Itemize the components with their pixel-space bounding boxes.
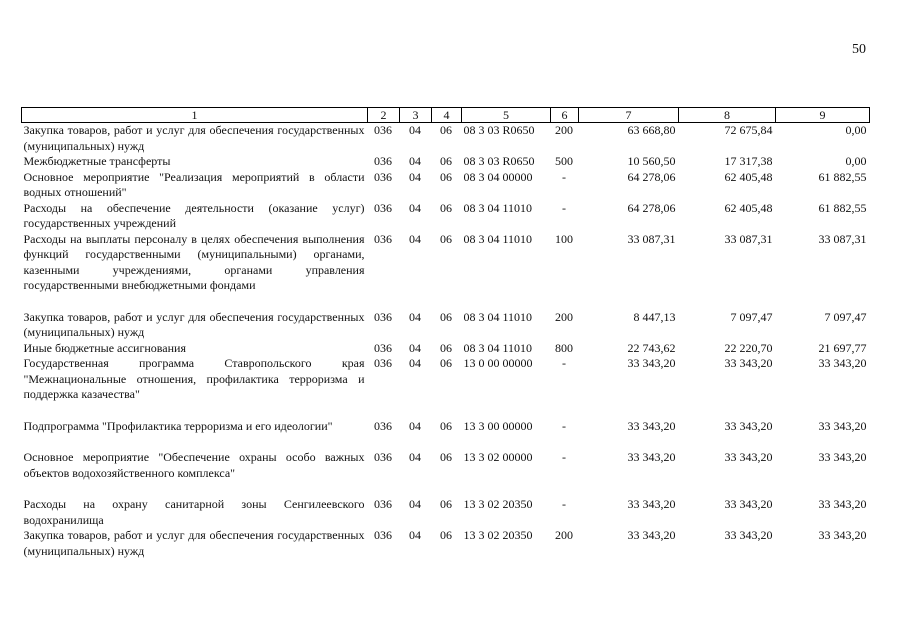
row-name: Закупка товаров, работ и услуг для обеспечения государственных (муниципальных) нужд (23, 309, 365, 339)
row-code-section: 04 (409, 123, 421, 137)
row-code-target: 08 3 04 00000 (463, 169, 533, 184)
row-code-expense-type: 100 (555, 231, 573, 246)
row-name: Закупка товаров, работ и услуг для обеспечения государственных (муниципальных) нужд (23, 123, 365, 153)
row-code-subsection: 06 (440, 340, 452, 355)
row-amount-col7: 22 743,62 (627, 340, 676, 355)
row-code-expense-type: 200 (555, 528, 573, 542)
row-code-expense-type: 200 (555, 309, 573, 324)
table-row (22, 123, 870, 155)
row-code-section: 04 (409, 169, 421, 184)
row-amount-col8: 33 343,20 (724, 450, 773, 464)
row-code-expense-type: - (562, 169, 566, 184)
header-cell-4: 4 (432, 108, 462, 123)
row-amount-col7: 33 343,20 (627, 528, 676, 542)
row-amount-col7: 33 343,20 (627, 418, 676, 433)
row-amount-col7: 8 447,13 (633, 309, 676, 324)
table-row (22, 201, 870, 232)
row-code-ministry: 036 (374, 154, 392, 168)
row-name: Основное мероприятие "Реализация мероприятий в области водных отношений" (23, 169, 365, 199)
row-amount-col9: 33 087,31 (818, 231, 867, 246)
row-code-subsection: 06 (440, 450, 452, 464)
page-number: 50 (852, 42, 866, 57)
table-row (22, 356, 870, 419)
table-row (22, 450, 870, 497)
table-row (22, 170, 870, 201)
row-code-expense-type: - (562, 497, 566, 511)
header-cell-5: 5 (462, 108, 551, 123)
row-code-section: 04 (409, 340, 421, 355)
row-code-section: 04 (409, 200, 421, 215)
header-cell-9: 9 (776, 108, 870, 123)
row-amount-col9: 33 343,20 (818, 497, 867, 511)
row-code-target: 13 3 02 00000 (463, 450, 533, 464)
row-code-expense-type: 800 (555, 340, 573, 355)
row-code-target: 08 3 04 11010 (463, 200, 533, 215)
row-code-subsection: 06 (440, 309, 452, 324)
row-code-ministry: 036 (374, 169, 392, 184)
row-code-expense-type: - (562, 418, 566, 433)
row-code-target: 08 3 04 11010 (463, 231, 533, 246)
row-code-subsection: 06 (440, 528, 452, 542)
row-code-target: 08 3 04 11010 (463, 309, 533, 324)
row-code-target: 13 3 00 00000 (463, 418, 533, 433)
row-amount-col8: 7 097,47 (730, 309, 773, 324)
row-amount-col9: 33 343,20 (818, 418, 867, 433)
header-cell-6: 6 (551, 108, 579, 123)
row-code-subsection: 06 (440, 200, 452, 215)
row-code-section: 04 (409, 231, 421, 246)
row-code-section: 04 (409, 154, 421, 168)
header-cell-1: 1 (22, 108, 368, 123)
row-amount-col7: 33 343,20 (627, 497, 676, 511)
row-code-expense-type: - (562, 356, 566, 370)
row-code-expense-type: 500 (555, 154, 573, 168)
row-amount-col8: 17 317,38 (724, 154, 773, 168)
row-amount-col7: 10 560,50 (627, 154, 676, 168)
row-amount-col9: 7 097,47 (824, 309, 867, 324)
row-name: Расходы на охрану санитарной зоны Сенгилеевского водохранилища (23, 497, 365, 527)
row-amount-col9: 33 343,20 (818, 356, 867, 370)
row-code-section: 04 (409, 497, 421, 511)
header-cell-3: 3 (400, 108, 432, 123)
row-code-target: 13 3 02 20350 (463, 528, 533, 542)
table-row (22, 310, 870, 341)
budget-table (21, 107, 870, 559)
row-amount-col9: 0,00 (845, 154, 867, 168)
row-amount-col7: 63 668,80 (627, 123, 676, 137)
row-name: Подпрограмма "Профилактика терроризма и его идеологии" (23, 418, 333, 433)
row-code-subsection: 06 (440, 356, 452, 370)
row-code-subsection: 06 (440, 169, 452, 184)
row-code-target: 08 3 03 R0650 (463, 123, 535, 137)
row-amount-col8: 33 343,20 (724, 528, 773, 542)
row-code-ministry: 036 (374, 123, 392, 137)
row-code-ministry: 036 (374, 309, 392, 324)
row-amount-col9: 33 343,20 (818, 528, 867, 542)
row-code-ministry: 036 (374, 356, 392, 370)
row-code-ministry: 036 (374, 200, 392, 215)
row-amount-col9: 61 882,55 (818, 200, 867, 215)
row-name: Расходы на обеспечение деятельности (оказание услуг) государственных учреждений (23, 200, 365, 230)
table-row (22, 341, 870, 357)
row-name: Иные бюджетные ассигнования (23, 340, 186, 355)
row-code-section: 04 (409, 528, 421, 542)
row-code-section: 04 (409, 418, 421, 433)
row-amount-col7: 33 087,31 (627, 231, 676, 246)
row-code-ministry: 036 (374, 418, 392, 433)
row-code-expense-type: - (562, 450, 566, 464)
table-row (22, 154, 870, 170)
row-amount-col8: 62 405,48 (724, 169, 773, 184)
row-code-target: 13 0 00 00000 (463, 356, 533, 370)
row-code-target: 08 3 04 11010 (463, 340, 533, 355)
row-amount-col8: 62 405,48 (724, 200, 773, 215)
row-amount-col9: 33 343,20 (818, 450, 867, 464)
row-code-subsection: 06 (440, 497, 452, 511)
row-amount-col7: 64 278,06 (627, 200, 676, 215)
row-amount-col9: 21 697,77 (818, 340, 867, 355)
row-amount-col7: 33 343,20 (627, 356, 676, 370)
row-amount-col8: 72 675,84 (724, 123, 773, 137)
header-cell-7: 7 (579, 108, 679, 123)
row-code-ministry: 036 (374, 497, 392, 511)
header-cell-2: 2 (368, 108, 400, 123)
row-name: Государственная программа Ставропольского края "Межнациональные отношения, профилактика терроризма и поддержка казачества" (23, 356, 365, 401)
row-code-section: 04 (409, 450, 421, 464)
row-name: Межбюджетные трансферты (23, 154, 171, 168)
table-row (22, 419, 870, 451)
row-amount-col8: 22 220,70 (724, 340, 773, 355)
row-name: Закупка товаров, работ и услуг для обеспечения государственных (муниципальных) нужд (23, 528, 365, 558)
row-name: Расходы на выплаты персоналу в целях обеспечения выполнения функций государственными (муниципальными) органами, казенными учреждениями, органами управления государственными внебюджетными фондами (23, 231, 365, 292)
row-amount-col8: 33 343,20 (724, 418, 773, 433)
table-row (22, 497, 870, 528)
row-amount-col7: 64 278,06 (627, 169, 676, 184)
row-code-subsection: 06 (440, 418, 452, 433)
row-code-subsection: 06 (440, 231, 452, 246)
table-row (22, 528, 870, 559)
row-code-expense-type: - (562, 200, 566, 215)
header-row (22, 108, 870, 123)
row-code-ministry: 036 (374, 231, 392, 246)
row-amount-col9: 61 882,55 (818, 169, 867, 184)
row-amount-col8: 33 343,20 (724, 356, 773, 370)
header-cell-8: 8 (679, 108, 776, 123)
row-amount-col8: 33 087,31 (724, 231, 773, 246)
row-code-target: 13 3 02 20350 (463, 497, 533, 511)
row-code-subsection: 06 (440, 154, 452, 168)
table-row (22, 232, 870, 310)
row-code-section: 04 (409, 309, 421, 324)
row-code-ministry: 036 (374, 340, 392, 355)
row-amount-col9: 0,00 (845, 123, 867, 137)
row-code-ministry: 036 (374, 450, 392, 464)
row-amount-col7: 33 343,20 (627, 450, 676, 464)
row-code-target: 08 3 03 R0650 (463, 154, 535, 168)
row-code-subsection: 06 (440, 123, 452, 137)
row-code-ministry: 036 (374, 528, 392, 542)
row-code-expense-type: 200 (555, 123, 573, 137)
row-code-section: 04 (409, 356, 421, 370)
row-name: Основное мероприятие "Обеспечение охраны особо важных объектов водохозяйственного комплекса" (23, 450, 365, 480)
row-amount-col8: 33 343,20 (724, 497, 773, 511)
